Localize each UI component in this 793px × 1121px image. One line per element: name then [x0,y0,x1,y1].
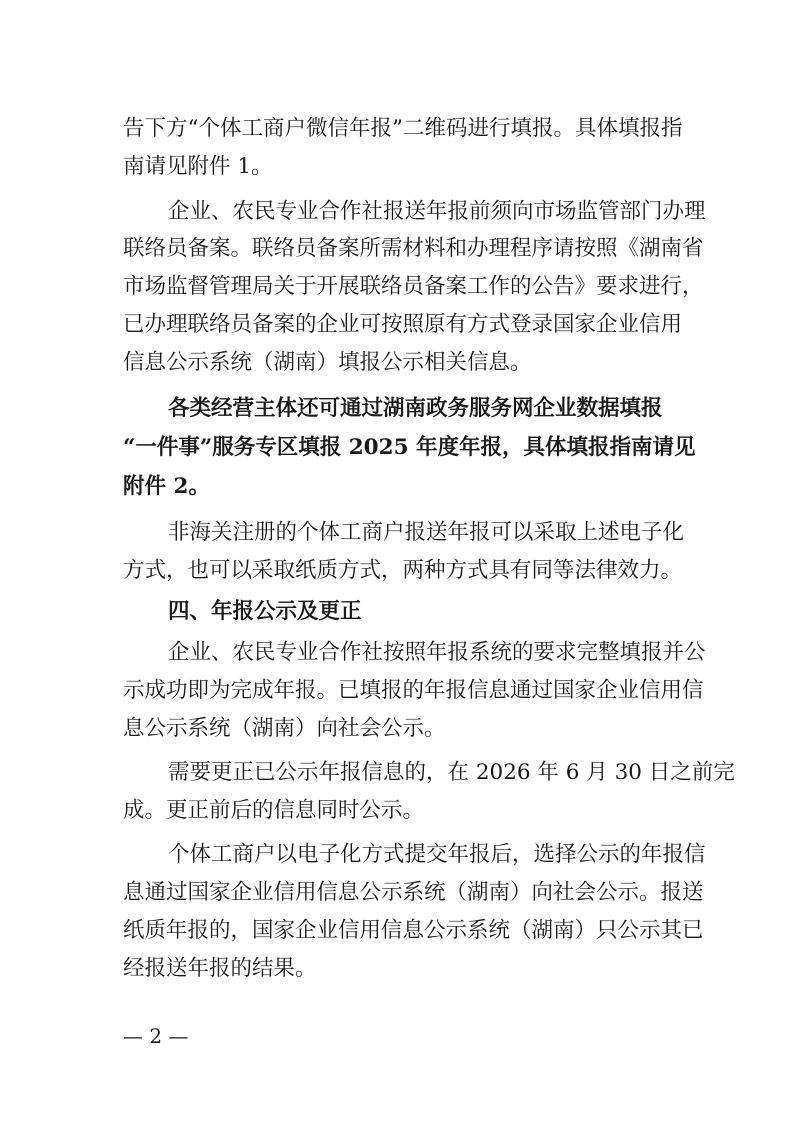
text-line: 联络员备案。联络员备案所需材料和办理程序请按照《湖南省 [123,236,704,261]
text-line: 息通过国家企业信用信息公示系统（湖南）向社会公示。报送 [123,880,704,905]
text-line: 企业、农民专业合作社按照年报系统的要求完整填报并公 [168,640,706,665]
text-line: 需要更正已公示年报信息的，在 2026 年 6 月 30 日之前完 [168,760,735,785]
text-line: 成。更正前后的信息同时公示。 [123,798,425,823]
text-line: 非海关注册的个体工商户报送年报可以采取上述电子化 [168,520,685,545]
text-line: 经报送年报的结果。 [123,956,317,981]
bold-text-line: 附件 2。 [123,474,210,499]
bold-text-line: “一件事”服务专区填报 2025 年度年报，具体填报指南请见 [123,435,696,460]
page-number: — 2 — [123,1024,189,1048]
bold-text-line: 各类经营主体还可通过湖南政务服务网企业数据填报 [168,396,663,421]
text-line: 信息公示系统（湖南）填报公示相关信息。 [123,350,532,375]
text-line: 息公示系统（湖南）向社会公示。 [123,716,446,741]
text-line: 告下方“个体工商户微信年报”二维码进行填报。具体填报指 [123,116,683,141]
text-line: 南请见附件 1。 [123,154,273,179]
text-line: 已办理联络员备案的企业可按照原有方式登录国家企业信用 [123,312,683,337]
text-line: 个体工商户以电子化方式提交年报后，选择公示的年报信 [168,842,706,867]
text-line: 示成功即为完成年报。已填报的年报信息通过国家企业信用信 [123,678,704,703]
text-line: 企业、农民专业合作社报送年报前须向市场监管部门办理 [168,199,706,224]
text-line: 市场监督管理局关于开展联络员备案工作的公告》要求进行， [123,274,704,299]
section-heading: 四、年报公示及更正 [168,599,362,624]
text-line: 方式，也可以采取纸质方式，两种方式具有同等法律效力。 [123,558,683,583]
text-line: 纸质年报的，国家企业信用信息公示系统（湖南）只公示其已 [123,918,704,943]
